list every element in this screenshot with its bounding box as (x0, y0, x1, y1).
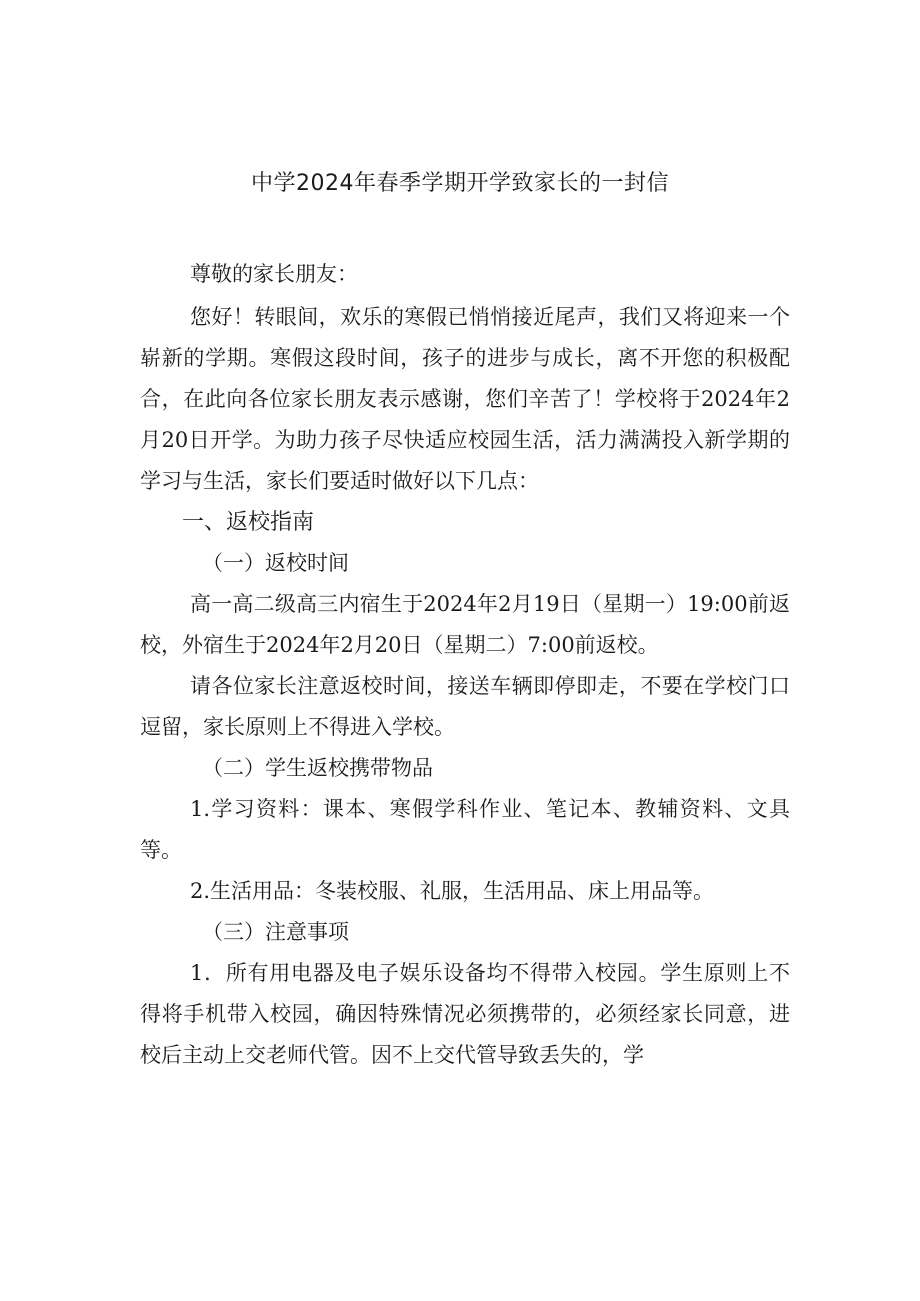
intro-paragraph: 您好！转眼间，欢乐的寒假已悄悄接近尾声，我们又将迎来一个崭新的学期。寒假这段时间，孩子的进步与成长，离不开您的积极配合，在此向各位家长朋友表示感谢，您们辛苦了！学校将于2024年2月20日开学。为助力孩子尽快适应校园生活，活力满满投入新学期的学习与生活，家长们要适时做好以下几点： (140, 305, 790, 493)
section-heading-return-guide: 一、返校指南 (182, 510, 315, 535)
subheading-notes: （三）注意事项 (202, 920, 349, 944)
items-study-materials: 1.学习资料：课本、寒假学科作业、笔记本、教辅资料、文具等。 (140, 797, 790, 862)
notes-electronics-paragraph: 1．所有用电器及电子娱乐设备均不得带入校园。学生原则上不得将手机带入校园，确因特殊情况必须携带的，必须经家长同意，进校后主动上交老师代管。因不上交代管导致丢失的，学 (140, 961, 790, 1067)
subheading-items-to-bring: （二）学生返校携带物品 (202, 756, 433, 780)
letter-body (140, 254, 790, 1076)
return-time-paragraph: 高一高二级高三内宿生于2024年2月19日（星期一）19:00前返校，外宿生于2024年2月20日（星期二）7:00前返校。 (140, 592, 790, 657)
salutation: 尊敬的家长朋友： (190, 262, 358, 286)
subheading-return-time: （一）返校时间 (202, 551, 349, 575)
items-daily-supplies: 2.生活用品：冬装校服、礼服，生活用品、床上用品等。 (190, 879, 715, 903)
document-title: 中学2024年春季学期开学致家长的一封信 (251, 171, 669, 196)
pickup-notice-paragraph: 请各位家长注意返校时间，接送车辆即停即走，不要在学校门口逗留，家长原则上不得进入学校。 (140, 674, 790, 739)
